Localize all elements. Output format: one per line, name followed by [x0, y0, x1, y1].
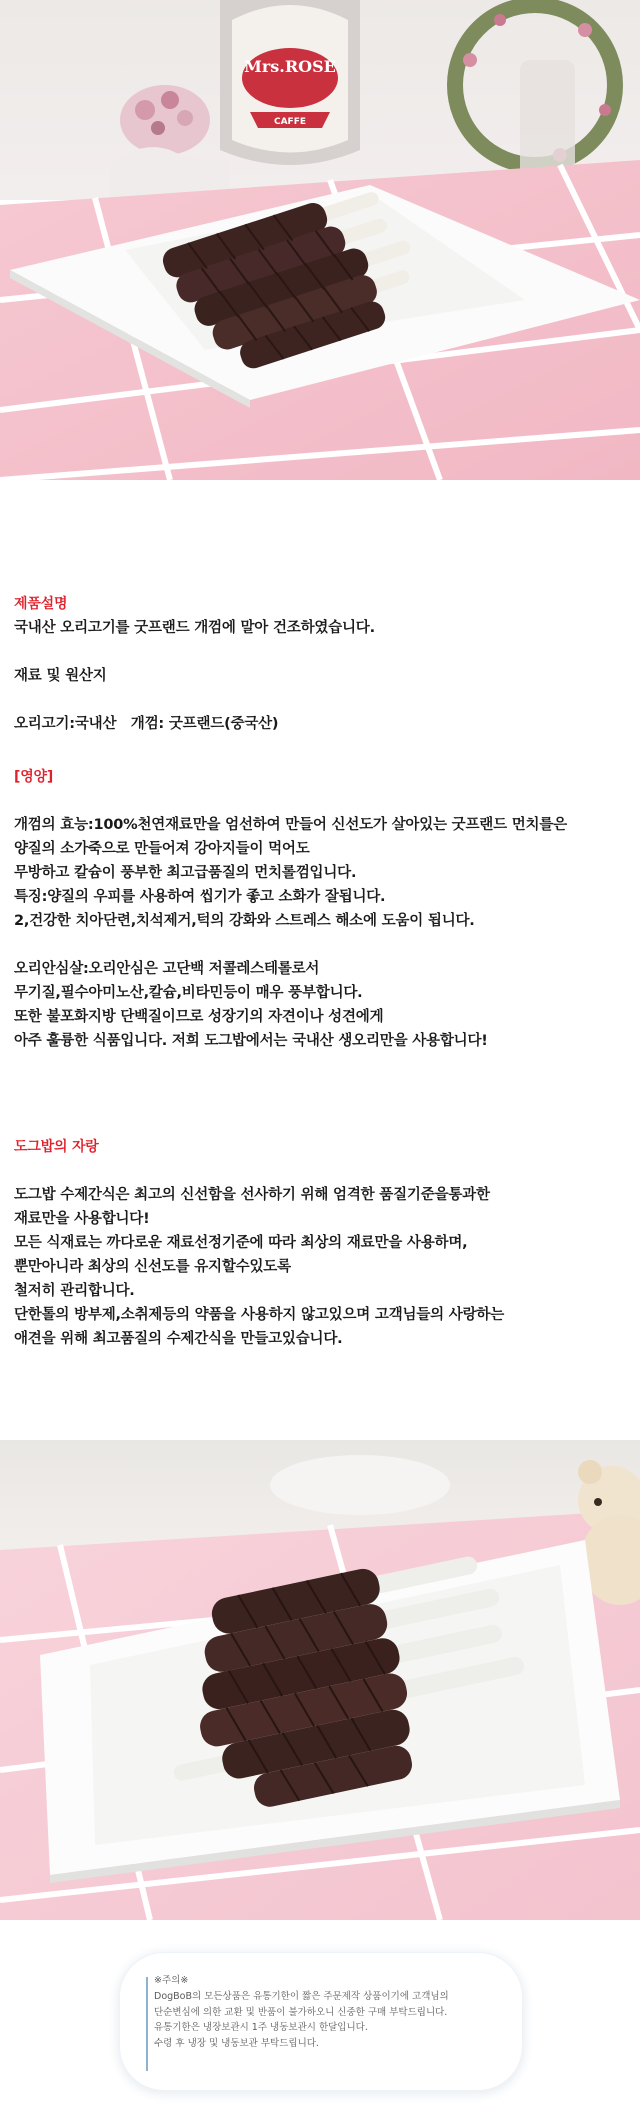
product-photo-top [0, 0, 640, 480]
nutrition-line: 개껌의 효능:100%천연재료만을 엄선하여 만들어 신선도가 살아있는 굿프랜드 먼치를은 [14, 817, 567, 833]
notice-line: 단순변심에 의한 교환 및 반품이 불가하오니 신중한 구매 부탁드립니다. [154, 2006, 448, 2018]
pride-line: 도그밥 수제간식은 최고의 신선함을 선사하기 위해 엄격한 품질기준을통과한 [14, 1187, 490, 1203]
description-heading: 제품설명 [14, 596, 68, 612]
pride-line: 애견을 위해 최고품질의 수제간식을 만들고있습니다. [14, 1331, 343, 1347]
nutrition-line: 2,건강한 치아단련,치석제거,턱의 강화와 스트레스 해소에 도움이 됩니다. [14, 913, 475, 929]
pride-line: 철저히 관리합니다. [14, 1283, 135, 1299]
description-intro: 국내산 오리고기를 굿프랜드 개껌에 말아 건조하였습니다. [14, 620, 375, 636]
pride-line: 재료만을 사용합니다! [14, 1211, 150, 1227]
duck-info-line: 오리안심살:오리안심은 고단백 저콜레스테롤로서 [14, 961, 320, 977]
notice-line: 수령 후 냉장 및 냉동보관 부탁드립니다. [154, 2038, 319, 2050]
nutrition-line: 양질의 소가죽으로 만들어져 강아지들이 먹어도 [14, 841, 310, 857]
nutrition-line: 특징:양질의 우피를 사용하여 씹기가 좋고 소화가 잘됩니다. [14, 889, 386, 905]
product-description-section [14, 592, 626, 736]
caution-notice [120, 1953, 522, 2090]
duck-info-line: 무기질,필수아미노산,칼슘,비타민등이 매우 풍부합니다. [14, 985, 363, 1001]
product-photo-top-graphic [0, 0, 640, 480]
product-photo-bottom [0, 1440, 640, 1920]
notice-title: ※주의※ [154, 1975, 189, 1986]
product-photo-bottom-graphic [0, 1440, 640, 1920]
duck-info-line: 또한 불포화지방 단백질이므로 성장기의 자견이나 성견에게 [14, 1009, 384, 1025]
duck-info-line: 아주 훌륭한 식품입니다. 저희 도그밥에서는 국내산 생오리만을 사용합니다! [14, 1033, 488, 1049]
pride-heading: 도그밥의 자랑 [14, 1139, 99, 1155]
nutrition-section [14, 765, 626, 1053]
pride-line: 모든 식재료는 까다로운 재료선정기준에 따라 최상의 재료만을 사용하며, [14, 1235, 468, 1251]
notice-line: 유통기한은 냉장보관시 1주 냉동보관시 한달입니다. [154, 2022, 368, 2034]
cafe-sign-text: Mrs.ROSE [244, 57, 336, 76]
notice-line: DogBoB의 모든상품은 유통기한이 짧은 주문제작 상품이기에 고객님의 [154, 1990, 449, 2002]
notice-accent-bar [146, 1977, 148, 2071]
cafe-sign-subtext: CAFFE [273, 117, 307, 127]
materials-origin: 오리고기:국내산 개껌: 굿프랜드(중국산) [14, 716, 279, 732]
pride-line: 뿐만아니라 최상의 신선도를 유지할수있도록 [14, 1259, 291, 1275]
nutrition-line: 무방하고 칼슘이 풍부한 최고급품질의 먼치롤껌입니다. [14, 865, 357, 881]
brand-pride-section [14, 1135, 626, 1351]
cafe-sign [220, 0, 360, 165]
nutrition-heading: [영양] [14, 769, 54, 785]
materials-title: 재료 및 원산지 [14, 668, 107, 684]
pride-line: 단한톨의 방부제,소취제등의 약품을 사용하지 않고있으며 고객님들의 사랑하는 [14, 1307, 505, 1323]
